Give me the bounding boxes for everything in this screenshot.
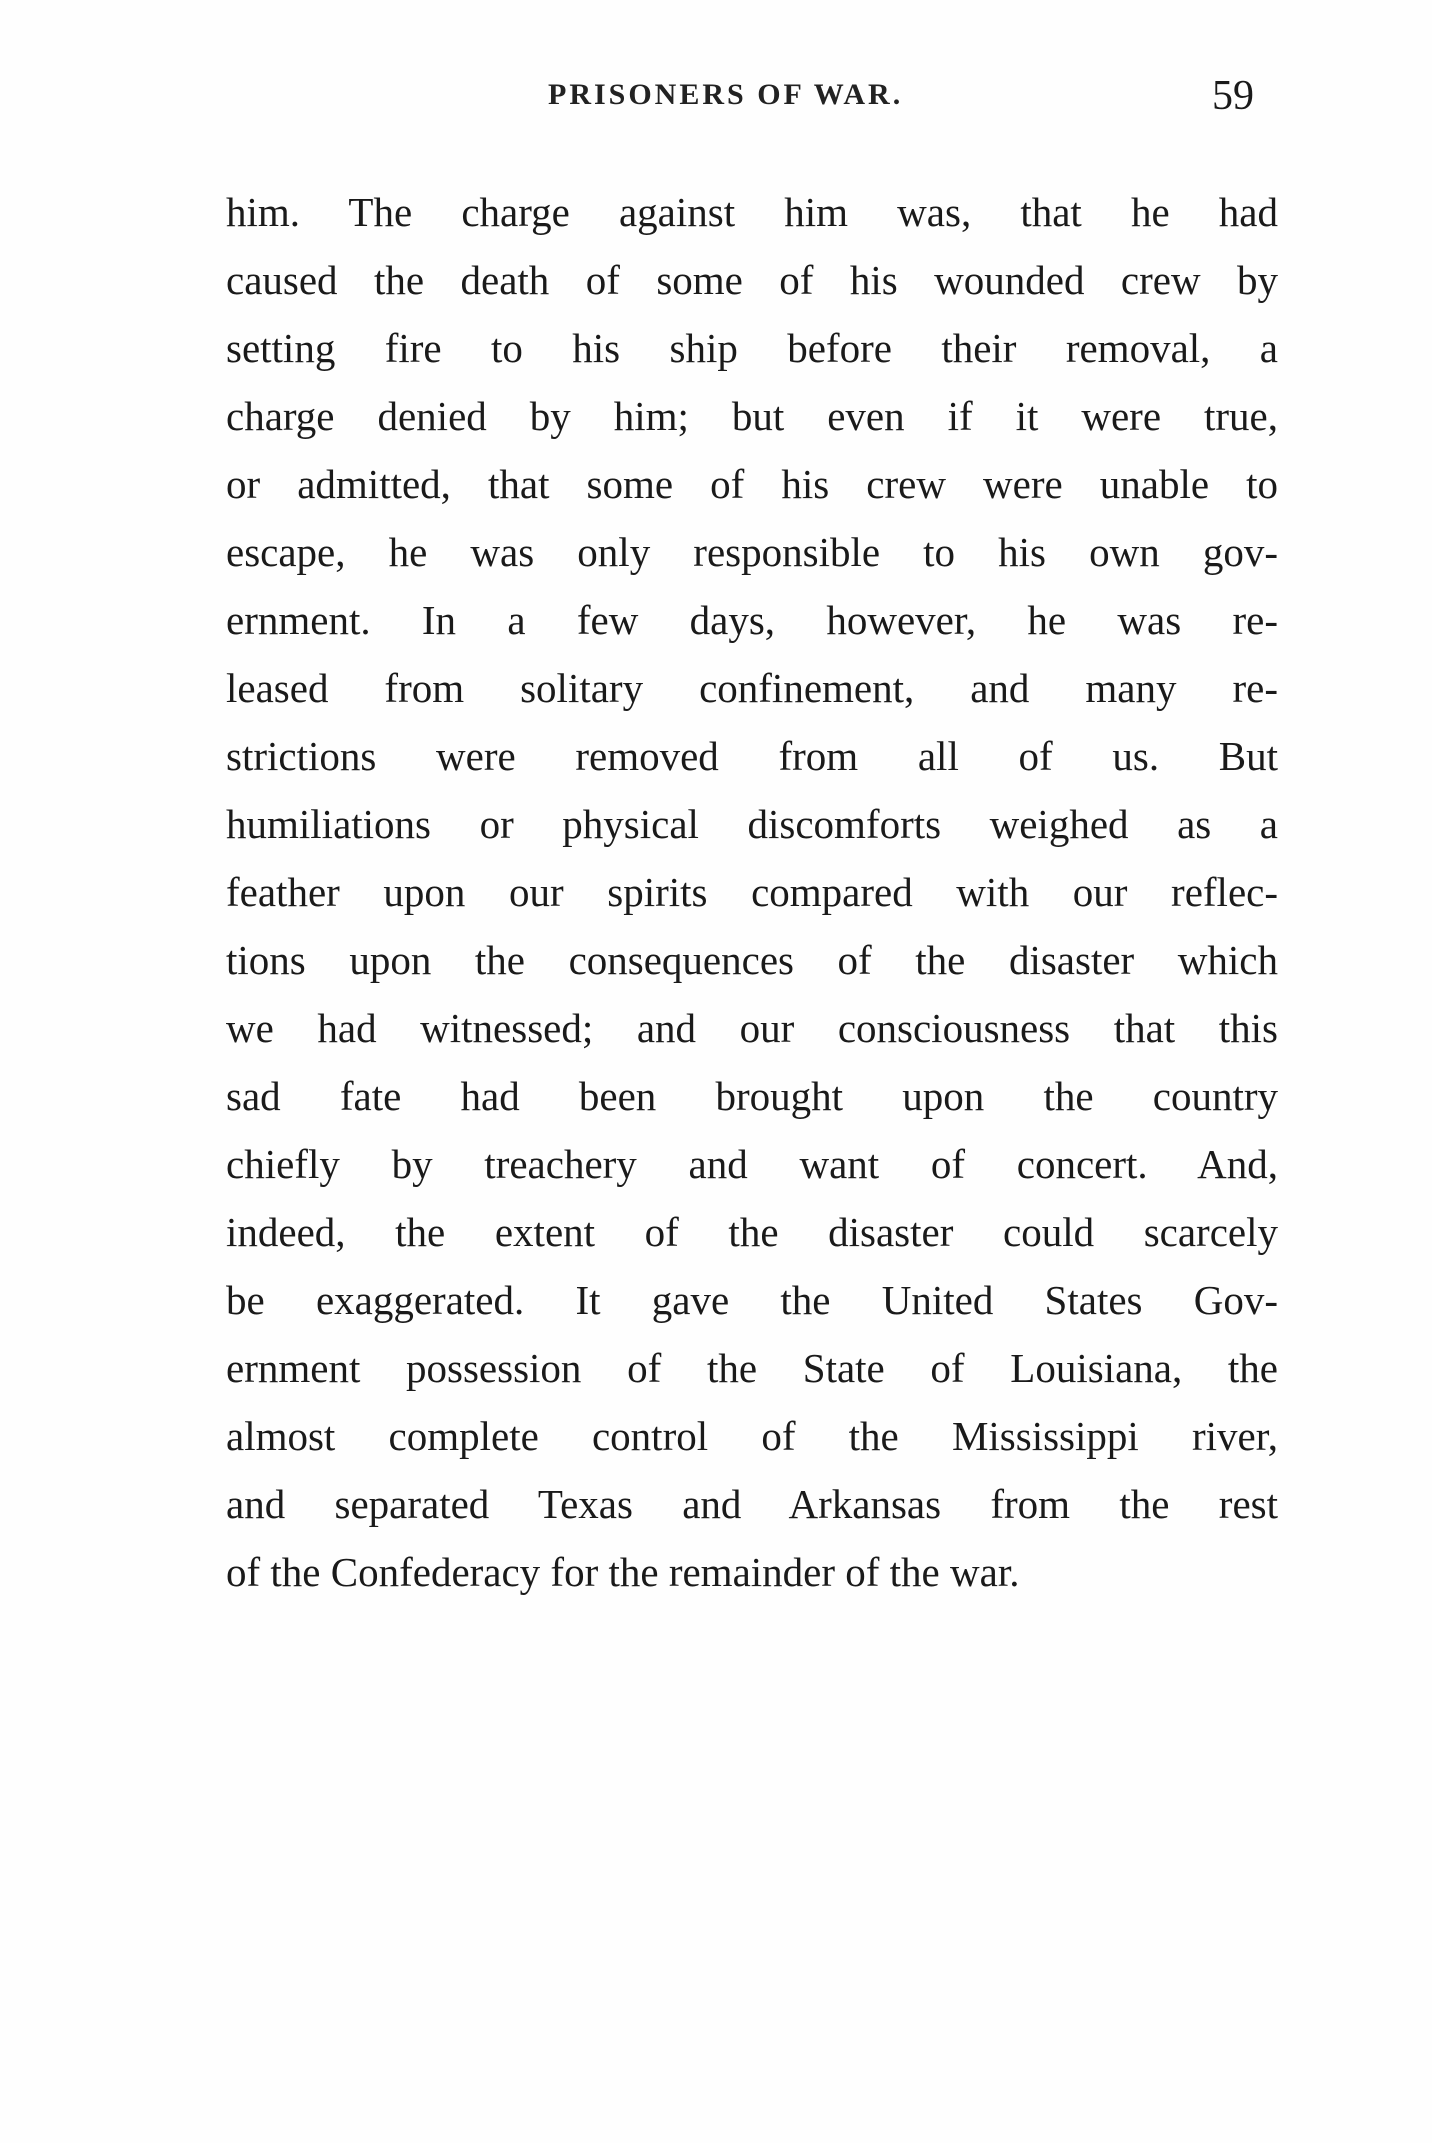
page-number: 59 [1212,73,1254,119]
text-line: or admitted, that some of his crew were unable to [226,461,1278,507]
body-text [226,178,1278,1606]
text-line: feather upon our spirits compared with our reflec- [226,869,1278,915]
text-line: setting fire to his ship before their removal, a [226,325,1278,371]
text-line: escape, he was only responsible to his own gov- [226,529,1278,575]
text-line: tions upon the consequences of the disaster which [226,937,1278,983]
text-line: charge denied by him; but even if it were true, [226,393,1278,439]
text-line: and separated Texas and Arkansas from the rest [226,1481,1278,1527]
text-line: indeed, the extent of the disaster could scarcely [226,1209,1278,1255]
running-head-title: PRISONERS OF WAR. [548,78,904,111]
text-line: almost complete control of the Mississippi river, [226,1413,1278,1459]
text-line: caused the death of some of his wounded crew by [226,257,1278,303]
text-line: strictions were removed from all of us. But [226,733,1278,779]
text-line: chiefly by treachery and want of concert. And, [226,1141,1278,1187]
text-line: we had witnessed; and our consciousness that this [226,1005,1278,1051]
text-line: ernment possession of the State of Louisiana, the [226,1345,1278,1391]
text-line: him. The charge against him was, that he had [226,189,1278,235]
text-line: leased from solitary confinement, and many re- [226,665,1278,711]
text-line: ernment. In a few days, however, he was re- [226,597,1278,643]
text-line-last: of the Confederacy for the remainder of the war. [226,1549,1020,1595]
text-line: humiliations or physical discomforts weighed as a [226,801,1278,847]
text-line: sad fate had been brought upon the country [226,1073,1278,1119]
text-line: be exaggerated. It gave the United States Gov- [226,1277,1278,1323]
